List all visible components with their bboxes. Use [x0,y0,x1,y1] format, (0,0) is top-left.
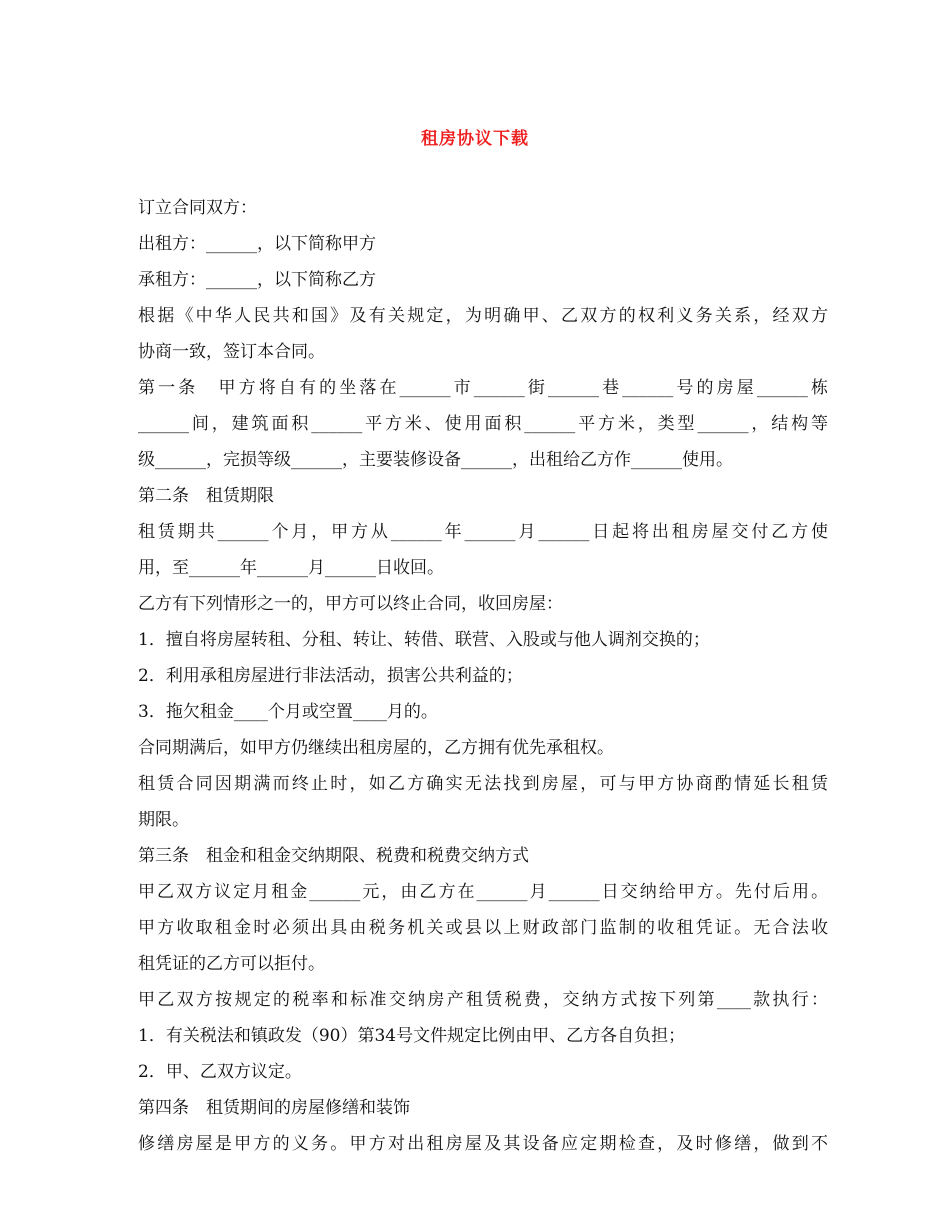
paragraph-line: 第二条 租赁期限 [138,486,274,506]
paragraph-line: 1．擅自将房屋转租、分租、转让、转借、联营、入股或与他人调剂交换的； [138,630,710,650]
paragraph-line: 第三条 租金和租金交纳期限、税费和税费交纳方式 [138,846,529,866]
paragraph-line: 用，至______年______月______日收回。 [138,558,444,578]
paragraph-line: 第四条 租赁期间的房屋修缮和装饰 [138,1098,410,1118]
paragraph-line: 根据《中华人民共和国》及有关规定，为明确甲、乙双方的权利义务关系，经双方 [138,306,828,326]
paragraph-line: 合同期满后，如甲方仍继续出租房屋的，乙方拥有优先承租权。 [138,738,614,758]
paragraph-line: 甲乙双方议定月租金______元，由乙方在______月______日交纳给甲方。先付后用。 [138,882,828,902]
paragraph-line: 级______，完损等级______，主要装修设备______，出租给乙方作______使用。 [138,450,733,470]
paragraph-line: ______间，建筑面积______平方米、使用面积______平方米，类型______，结构等 [138,414,828,434]
paragraph-line: 3．拖欠租金____个月或空置____月的。 [138,702,438,722]
paragraph-line: 乙方有下列情形之一的，甲方可以终止合同，收回房屋： [138,594,563,614]
paragraph-line: 出租方：______，以下简称甲方 [138,234,376,254]
paragraph-line: 2．利用承租房屋进行非法活动，损害公共利益的； [138,666,523,686]
paragraph-line: 甲乙双方按规定的税率和标准交纳房产租赁税费，交纳方式按下列第____款执行： [138,990,828,1010]
paragraph-line: 2．甲、乙双方议定。 [138,1062,302,1082]
paragraph-line: 订立合同双方： [138,198,257,218]
paragraph-line: 修缮房屋是甲方的义务。甲方对出租房屋及其设备应定期检查，及时修缮，做到不 [138,1134,828,1154]
paragraph-line: 租赁合同因期满而终止时，如乙方确实无法找到房屋，可与甲方协商酌情延长租赁 [138,774,828,794]
document-body [138,190,828,1162]
paragraph-line: 期限。 [138,810,189,830]
paragraph-line: 协商一致，签订本合同。 [138,342,325,362]
paragraph-line: 承租方：______，以下简称乙方 [138,270,376,290]
paragraph-line: 第一条 甲方将自有的坐落在______市______街______巷______号的房屋______栋 [138,378,828,398]
paragraph-line: 租赁期共______个月，甲方从______年______月______日起将出租房屋交付乙方使 [138,522,828,542]
paragraph-line: 甲方收取租金时必须出具由税务机关或县以上财政部门监制的收租凭证。无合法收 [138,918,828,938]
paragraph-line: 1．有关税法和镇政发（90）第34号文件规定比例由甲、乙方各自负担； [138,1026,686,1046]
document-title: 租房协议下载 [421,129,529,149]
paragraph-line: 租凭证的乙方可以拒付。 [138,954,325,974]
